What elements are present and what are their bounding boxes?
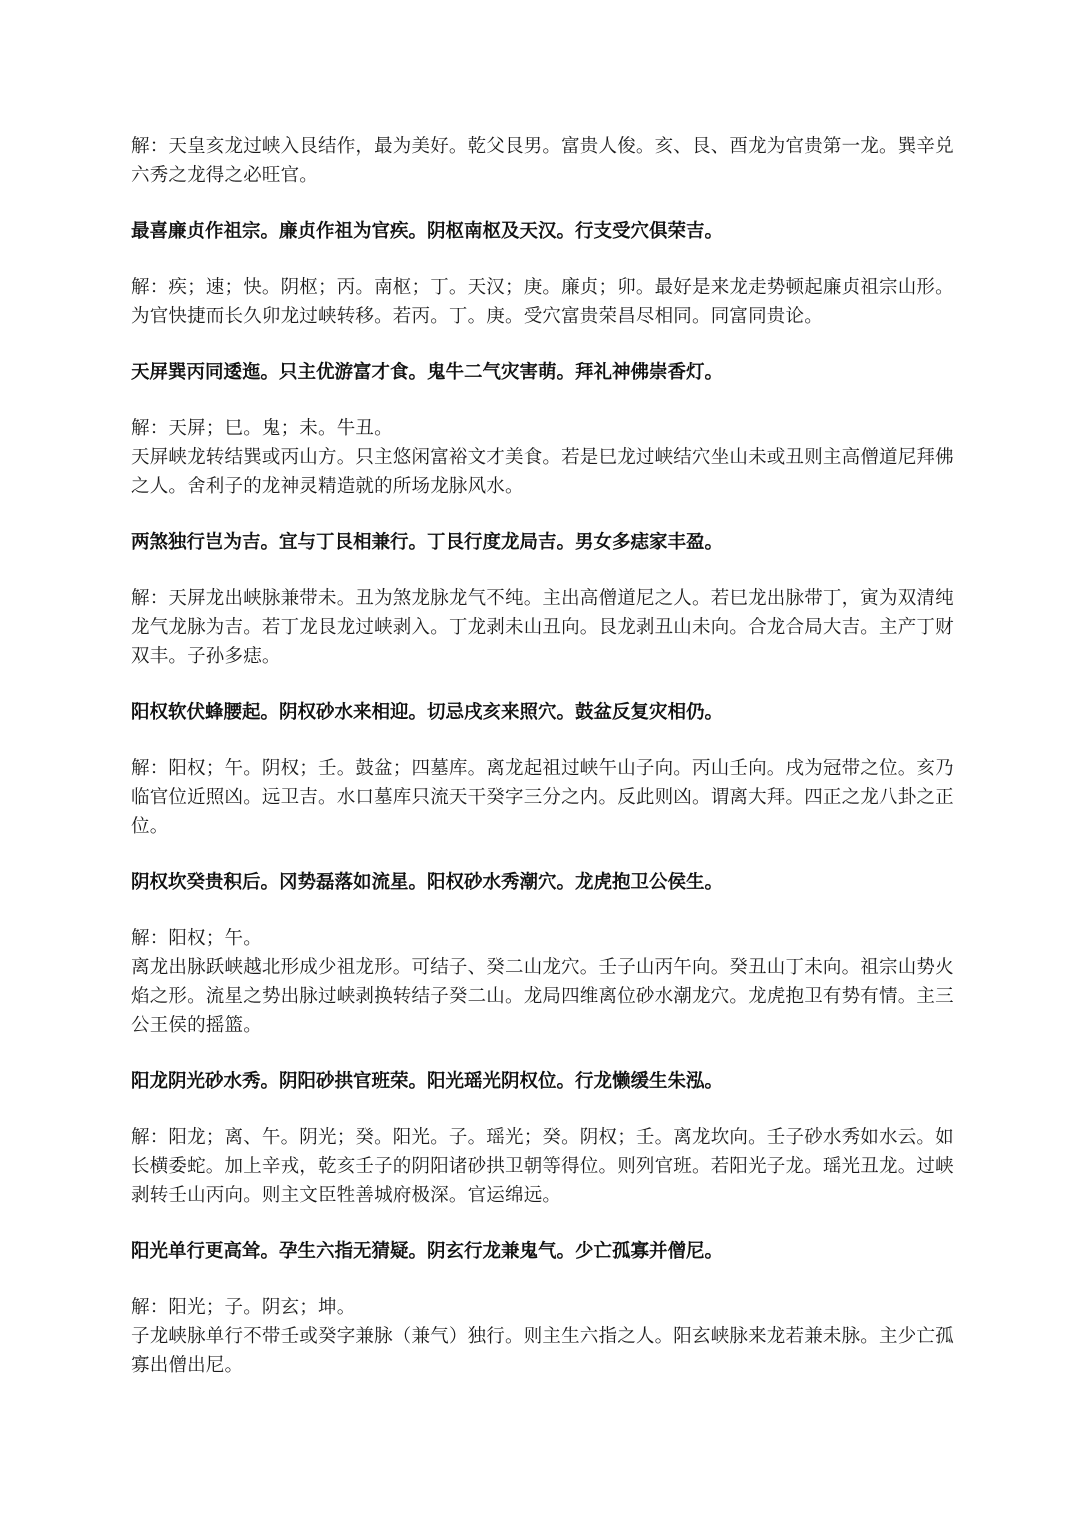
note-block — [131, 414, 981, 501]
note-block — [131, 1123, 981, 1210]
verse-block — [131, 217, 981, 246]
note-line: 寡出僧出尼。 — [131, 1355, 244, 1376]
note-line: 位。 — [131, 816, 169, 837]
note-line: 焰之形。流星之势出脉过峡剥换转结子癸二山。龙局四维离位砂水潮龙穴。龙虎抱卫有势有情。主三 — [131, 986, 954, 1007]
note-line: 之人。舍利子的龙神灵精造就的所场龙脉风水。 — [131, 476, 524, 497]
note-line: 解：疾；速；快。阴枢；丙。南枢；丁。天汉；庚。廉贞；卯。最好是来龙走势顿起廉贞祖宗山形。 — [131, 277, 954, 298]
note-line: 解：阳权；午。阴权；壬。鼓盆；四墓库。离龙起祖过峡午山子向。丙山壬向。戌为冠带之位。亥乃 — [131, 758, 954, 779]
document-page — [131, 132, 981, 1380]
note-block — [131, 754, 981, 841]
verse-line: 阳龙阴光砂水秀。阴阳砂拱官班荣。阳光瑶光阴权位。行龙懒缓生朱泓。 — [131, 1071, 724, 1092]
verse-block — [131, 698, 981, 727]
note-line: 解：阳光；子。阴玄；坤。 — [131, 1297, 356, 1318]
note-line: 长横委蛇。加上辛戎，乾亥壬子的阴阳诸砂拱卫朝等得位。则列官班。若阳光子龙。瑶光丑龙。过峡 — [131, 1156, 954, 1177]
note-block — [131, 924, 981, 1040]
note-line: 公王侯的摇篮。 — [131, 1015, 262, 1036]
note-line: 解：天屏；巳。鬼；未。牛丑。 — [131, 418, 393, 439]
note-line: 子龙峡脉单行不带壬或癸字兼脉（兼气）独行。则主生六指之人。阳玄峡脉来龙若兼未脉。主少亡孤 — [131, 1326, 954, 1347]
verse-block — [131, 358, 981, 387]
note-line: 双丰。子孙多痣。 — [131, 646, 281, 667]
note-line: 龙气龙脉为吉。若丁龙艮龙过峡剥入。丁龙剥未山丑向。艮龙剥丑山未向。合龙合局大吉。主产丁财 — [131, 617, 954, 638]
note-line: 剥转壬山丙向。则主文臣牲善城府极深。官运绵远。 — [131, 1185, 562, 1206]
verse-line: 阴权坎癸贵积后。冈势磊落如流星。阳权砂水秀潮穴。龙虎抱卫公侯生。 — [131, 872, 724, 893]
verse-line: 阳光单行更高耸。孕生六指无猜疑。阴玄行龙兼鬼气。少亡孤寡并僧尼。 — [131, 1241, 724, 1262]
note-line: 六秀之龙得之必旺官。 — [131, 165, 319, 186]
note-block — [131, 584, 981, 671]
verse-block — [131, 1237, 981, 1266]
note-line: 临官位近照凶。远卫吉。水口墓库只流天干癸字三分之内。反此则凶。谓离大拜。四正之龙八卦之正 — [131, 787, 954, 808]
note-block — [131, 1293, 981, 1380]
note-block — [131, 132, 981, 190]
note-line: 解：天皇亥龙过峡入艮结作，最为美好。乾父艮男。富贵人俊。亥、艮、酉龙为官贵第一龙。巽辛兑 — [131, 136, 954, 157]
verse-line: 两煞独行岂为吉。宜与丁艮相兼行。丁艮行度龙局吉。男女多痣家丰盈。 — [131, 532, 724, 553]
note-line: 解：阳权；午。 — [131, 928, 262, 949]
note-line: 解：天屏龙出峡脉兼带未。丑为煞龙脉龙气不纯。主出高僧道尼之人。若巳龙出脉带丁，寅为双清纯 — [131, 588, 954, 609]
note-line: 天屏峡龙转结巽或丙山方。只主悠闲富裕文才美食。若是巳龙过峡结穴坐山未或丑则主高僧道尼拜佛 — [131, 447, 954, 468]
verse-line: 天屏巽丙同逶迤。只主优游富才食。鬼牛二气灾害萌。拜礼神佛崇香灯。 — [131, 362, 724, 383]
verse-line: 阳权软伏蜂腰起。阴权砂水来相迎。切忌戌亥来照穴。鼓盆反复灾相仍。 — [131, 702, 724, 723]
verse-block — [131, 1067, 981, 1096]
note-line: 为官快捷而长久卯龙过峡转移。若丙。丁。庚。受穴富贵荣昌尽相同。同富同贵论。 — [131, 306, 823, 327]
verse-line: 最喜廉贞作祖宗。廉贞作祖为官疾。阴枢南枢及天汉。行支受穴俱荣吉。 — [131, 221, 724, 242]
note-block — [131, 273, 981, 331]
note-line: 解：阳龙；离、午。阴光；癸。阳光。子。瑶光；癸。阴权；壬。离龙坎向。壬子砂水秀如水云。如 — [131, 1127, 954, 1148]
note-line: 离龙出脉跃峡越北形成少祖龙形。可结子、癸二山龙穴。壬子山丙午向。癸丑山丁未向。祖宗山势火 — [131, 957, 954, 978]
verse-block — [131, 868, 981, 897]
verse-block — [131, 528, 981, 557]
